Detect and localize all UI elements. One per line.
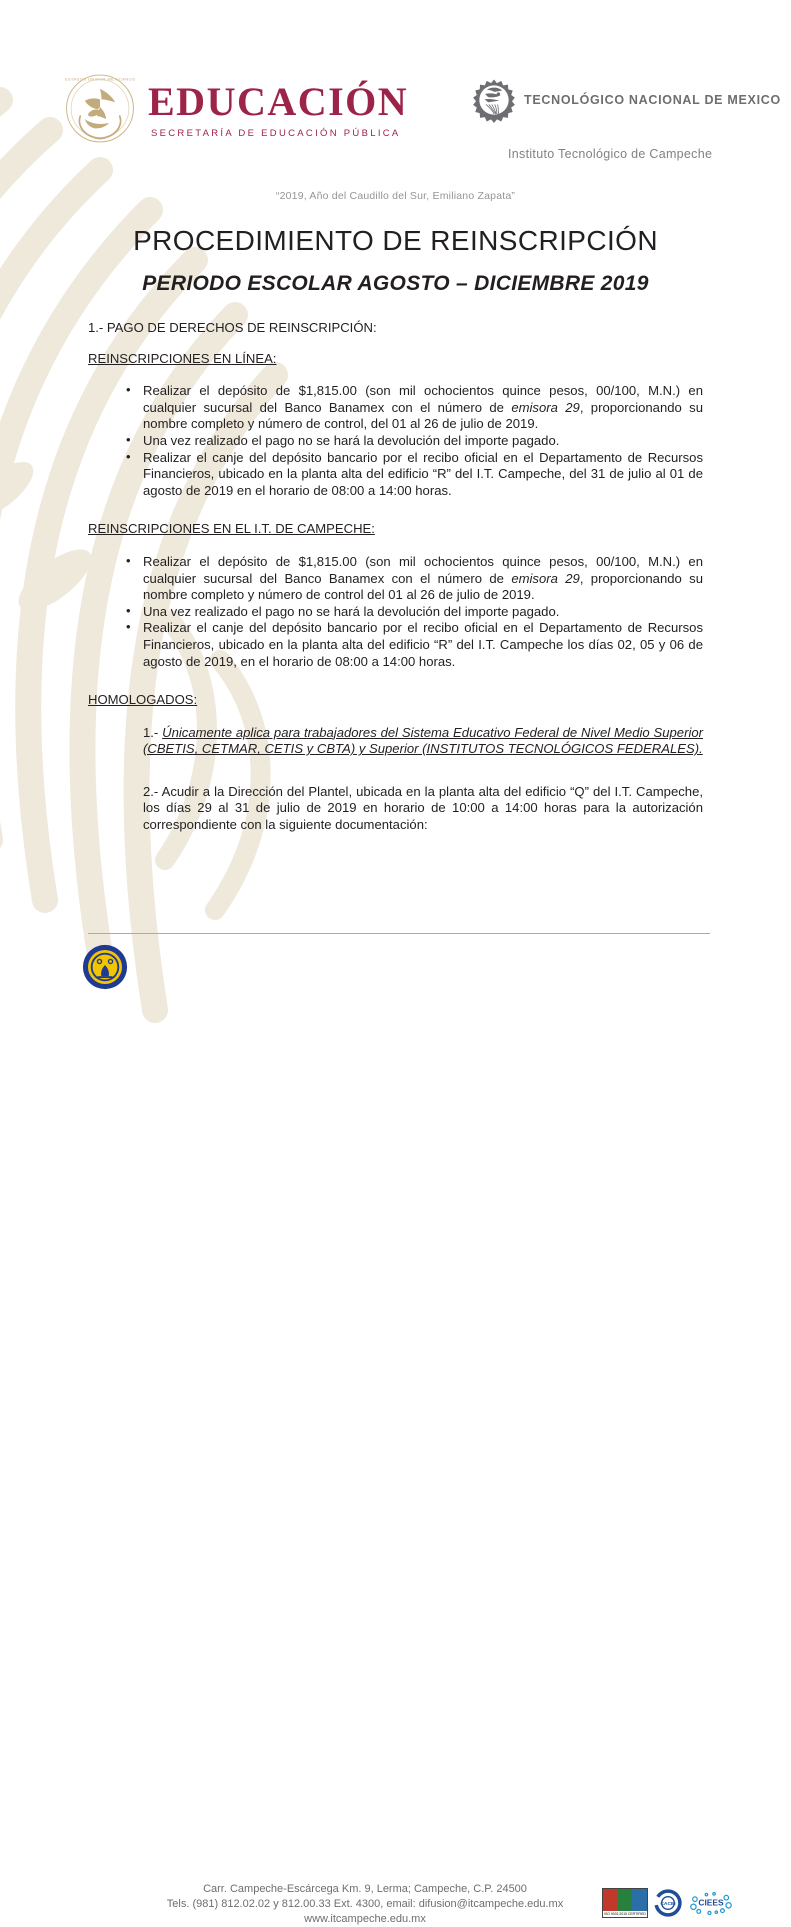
tecnm-title: TECNOLÓGICO NACIONAL DE MEXICO — [524, 93, 781, 107]
iso-bar-green — [618, 1889, 633, 1911]
iso-9001-certification-logo — [602, 1888, 648, 1918]
bullet-text-part2: , proporcionando su nombre completo y número de control, del 01 al 26 de julio de 2019. — [143, 399, 703, 432]
mexican-national-seal-icon — [62, 70, 138, 150]
year-motto: “2019, Año del Caudillo del Sur, Emiliano Zapata” — [275, 190, 516, 202]
svg-text:CIEES: CIEES — [698, 1897, 724, 1908]
page-title: PROCEDIMIENTO DE REINSCRIPCIÓN — [133, 225, 658, 256]
sep-title: EDUCACIÓN — [148, 78, 409, 124]
bullet-list-campus — [88, 554, 703, 670]
ciees-accreditation-logo — [688, 1890, 734, 1916]
footer-contact-block — [150, 1882, 580, 1927]
iso-color-bars — [603, 1889, 647, 1911]
list-item — [88, 433, 703, 450]
subsection-heading-homologados: HOMOLOGADOS: — [88, 692, 198, 708]
bullet-text-part1: Realizar el depósito de $1,815.00 (son mil ochocientos quince pesos, 00/100, M.N.) en cualquier sucursal del Banco Banamex con el número de — [143, 553, 703, 586]
iso-bar-red — [603, 1889, 618, 1911]
bullet-text-italic: emisora 29 — [511, 570, 580, 586]
bullet-list-online — [88, 383, 703, 499]
bullet-text-italic: emisora 29 — [511, 399, 580, 415]
institute-name: Instituto Tecnológico de Campeche — [508, 147, 713, 161]
footer-contact: Tels. (981) 812.02.02 y 812.00.33 Ext. 4300, email: difusion@itcampeche.edu.mx — [166, 1898, 564, 1910]
document-header — [0, 0, 791, 180]
footer-website[interactable]: www.itcampeche.edu.mx — [304, 1913, 426, 1925]
footer-divider — [88, 933, 710, 934]
bullet-text-part1: Realizar el canje del depósito bancario por el recibo oficial en el Departamento de Recursos Financieros, ubicado en la planta alta del edificio “R” del I.T. Campeche los días 02, 05 y 06 de agosto de 2019, en el horario de 08:00 a 14:00 horas. — [143, 620, 703, 669]
document-footer — [0, 938, 791, 1925]
list-item — [88, 450, 703, 500]
document-body — [88, 320, 703, 834]
list-item — [88, 620, 703, 670]
sep-logo-text — [148, 78, 409, 139]
item-number: 1.- — [143, 724, 163, 740]
bullet-text-part1: Realizar el canje del depósito bancario por el recibo oficial en el Departamento de Recursos Financieros, ubicado en la planta alta del edificio “R” del I.T. Campeche, del 31 de julio al 01 de agosto de 2019 en el horario de 08:00 a 14:00 horas. — [143, 449, 703, 498]
svg-text:ESTADOS UNIDOS MEXICANOS: ESTADOS UNIDOS MEXICANOS — [64, 76, 136, 82]
svg-text:CACEI: CACEI — [660, 1902, 676, 1908]
section-heading-payment: 1.- PAGO DE DERECHOS DE REINSCRIPCIÓN: — [88, 320, 377, 335]
homologados-item-2: 2.- Acudir a la Dirección del Plantel, ubicada en la planta alta del edificio “Q” del I.T. Campeche, los días 29 al 31 de julio de 2019 en horario de 10:00 a 14:00 horas para la autorización correspondiente con la siguiente documentación: — [143, 783, 703, 833]
subsection-heading-online: REINSCRIPCIONES EN LÍNEA: — [88, 350, 277, 366]
page-subtitle: PERIODO ESCOLAR AGOSTO – DICIEMBRE 2019 — [142, 272, 649, 295]
cacei-accreditation-logo — [654, 1889, 682, 1917]
sep-subtitle: SECRETARÍA DE EDUCACIÓN PÚBLICA — [151, 127, 401, 139]
bullet-text-part2: , proporcionando su nombre completo y número de control del 01 al 26 de julio de 2019. — [143, 570, 703, 603]
bullet-text-part1: Una vez realizado el pago no se hará la devolución del importe pagado. — [143, 603, 560, 619]
sep-logo — [62, 70, 408, 150]
accreditation-logos — [602, 1888, 734, 1918]
homologados-item-1 — [88, 725, 703, 758]
item-text: Únicamente aplica para trabajadores del Sistema Educativo Federal de Nivel Medio Superior (CBETIS, CETMAR, CETIS y CBTA) y Superior (INSTITUTOS TECNOLÓGICOS FEDERALES). — [143, 724, 704, 757]
tecnm-logo — [472, 78, 781, 122]
list-item — [88, 604, 703, 621]
bullet-text-part1: Una vez realizado el pago no se hará la devolución del importe pagado. — [143, 432, 560, 448]
iso-caption: ISO 9001:2015 CERTIFIED — [604, 1911, 646, 1916]
tecnm-gear-icon — [472, 78, 516, 122]
iso-bar-blue — [632, 1889, 647, 1911]
list-item — [88, 383, 703, 433]
bullet-text-part1: Realizar el depósito de $1,815.00 (son mil ochocientos quince pesos, 00/100, M.N.) en cualquier sucursal del Banco Banamex con el número de — [143, 383, 703, 415]
list-item — [88, 554, 703, 604]
subsection-heading-campus: REINSCRIPCIONES EN EL I.T. DE CAMPECHE: — [88, 521, 375, 537]
footer-address: Carr. Campeche-Escárcega Km. 9, Lerma; Campeche, C.P. 24500 — [203, 1883, 527, 1895]
